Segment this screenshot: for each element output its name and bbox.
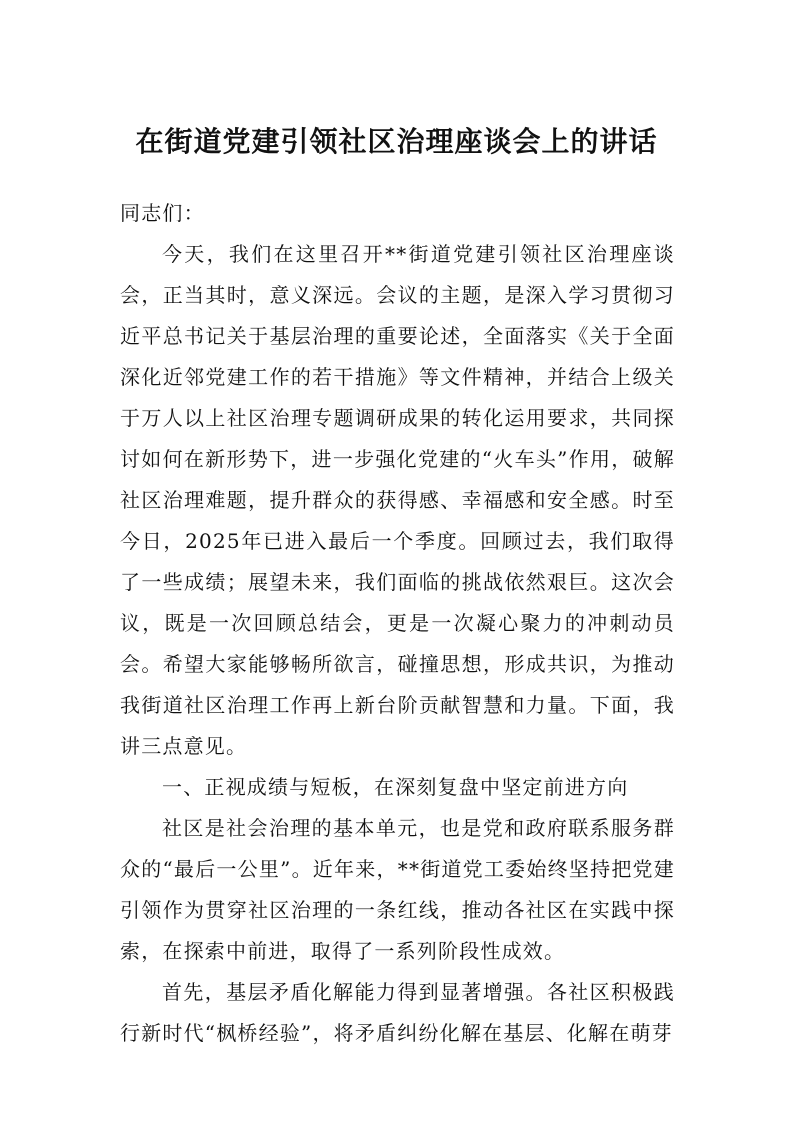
- paragraph-community: 社区是社会治理的基本单元，也是党和政府联系服务群众的“最后一公里”。近年来，**街道党工委始终坚持把党建引领作为贯穿社区治理的一条红线，推动各社区在实践中探索，在探索中前进，取得了一系列阶段性成效。: [120, 816, 675, 963]
- section-heading-1: 一、正视成绩与短板，在深刻复盘中坚定前进方向: [162, 775, 629, 799]
- document-title: 在街道党建引领社区治理座谈会上的讲话: [135, 125, 658, 158]
- greeting: 同志们：: [120, 201, 205, 225]
- paragraph-first-point: 首先，基层矛盾化解能力得到显著增强。各社区积极践行新时代“枫桥经验”，将矛盾纠纷化解在基层、化解在萌芽: [120, 980, 675, 1045]
- document-body: [120, 193, 675, 1054]
- paragraph-opening: 今天，我们在这里召开**街道党建引领社区治理座谈会，正当其时，意义深远。会议的主题，是深入学习贯彻习近平总书记关于基层治理的重要论述，全面落实《关于全面深化近邻党建工作的若干措施》等文件精神，并结合上级关于万人以上社区治理专题调研成果的转化运用要求，共同探讨如何在新形势下，进一步强化党建的“火车头”作用，破解社区治理难题，提升群众的获得感、幸福感和安全感。时至今日，2025年已进入最后一个季度。回顾过去，我们取得了一些成绩；展望未来，我们面临的挑战依然艰巨。这次会议，既是一次回顾总结会，更是一次凝心聚力的冲刺动员会。希望大家能够畅所欲言，碰撞思想，形成共识，为推动我街道社区治理工作再上新台阶贡献智慧和力量。下面，我讲三点意见。: [120, 242, 675, 758]
